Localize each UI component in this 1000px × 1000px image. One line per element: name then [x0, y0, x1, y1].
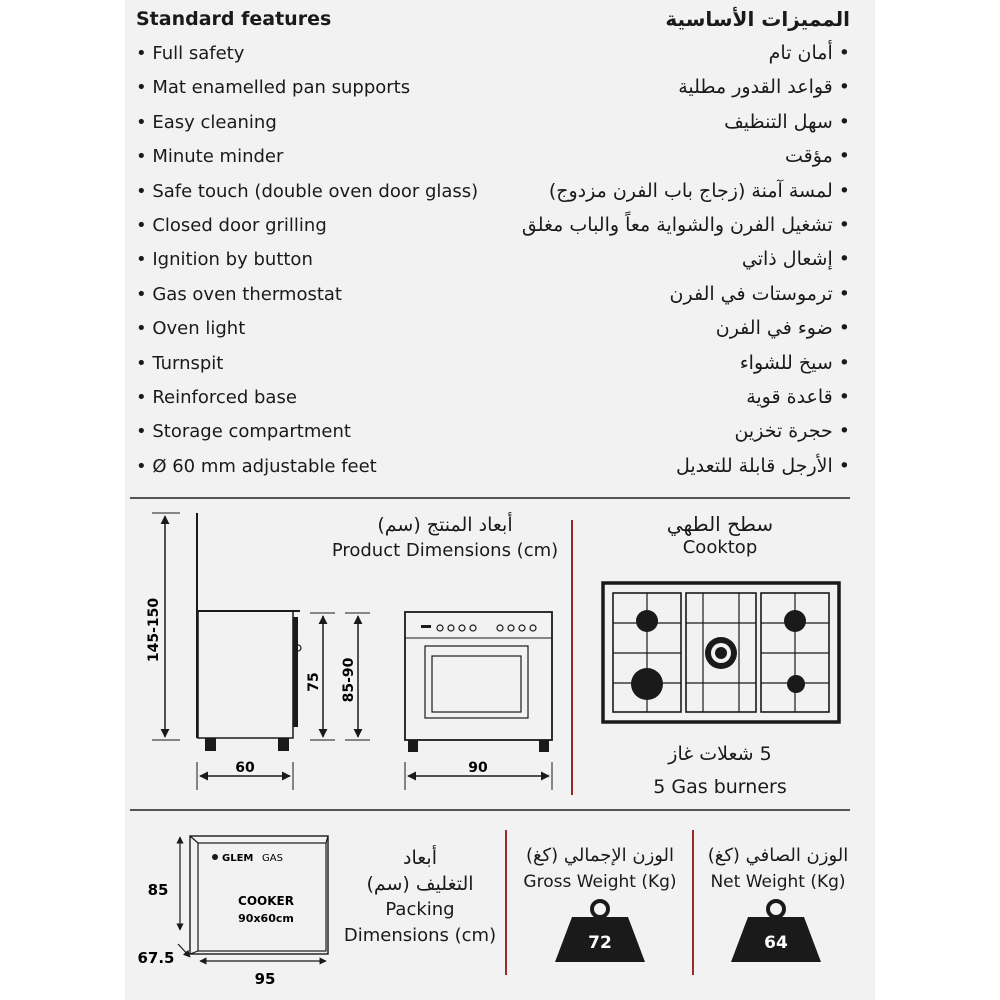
- burner-small-right: [784, 610, 806, 632]
- feature-item-ar: • ترموستات في الفرن: [669, 283, 850, 305]
- feature-item-en: • Closed door grilling: [136, 215, 327, 236]
- feature-item-ar: • لمسة آمنة (زجاج باب الفرن مزدوج): [548, 180, 850, 202]
- burner-tiny-right: [787, 675, 805, 693]
- feature-item-en: • Minute minder: [136, 146, 284, 167]
- feature-item-en: • Gas oven thermostat: [136, 284, 342, 305]
- cooktop-drawing: [603, 583, 839, 722]
- packing-title-ar-2: التغليف (سم): [366, 873, 474, 895]
- packing-title-en-1: Packing: [385, 899, 455, 920]
- packing-depth-dimension: [178, 944, 190, 957]
- box-brand-bold: GLEM: [222, 853, 254, 864]
- feature-item-ar: • إشعال ذاتي: [741, 248, 850, 270]
- gross-weight-title-en: Gross Weight (Kg): [523, 872, 677, 892]
- width-value: 90: [468, 760, 488, 776]
- features-title-ar: المميزات الأساسية: [665, 7, 850, 31]
- feature-item-ar: • سهل التنظيف: [724, 111, 850, 133]
- feature-item-ar: • تشغيل الفرن والشواية معاً والباب مغلق: [521, 214, 850, 236]
- gross-weight-title-ar: الوزن الإجمالي (كغ): [525, 845, 675, 866]
- depth-value: 60: [235, 760, 255, 776]
- feature-item-en: • Easy cleaning: [136, 112, 277, 133]
- cooktop-title-en: Cooktop: [682, 537, 758, 558]
- total-height-value: 145-150: [146, 597, 162, 663]
- packing-width-value: 95: [254, 970, 276, 988]
- feature-item-en: • Ignition by button: [136, 249, 313, 270]
- box-size: 90x60cm: [238, 912, 294, 925]
- gross-weight-value: 72: [588, 933, 612, 953]
- feature-item-en: • Mat enamelled pan supports: [136, 77, 411, 98]
- section-divider: [130, 809, 850, 811]
- feature-item-en: • Safe touch (double oven door glass): [136, 181, 479, 202]
- feature-item-en: • Storage compartment: [136, 421, 351, 442]
- box-brand-light: GAS: [262, 853, 283, 864]
- feature-item-ar: • قاعدة قوية: [746, 386, 850, 408]
- net-weight-value: 64: [764, 933, 788, 953]
- side-view-drawing: [197, 513, 301, 751]
- feature-item-ar: • أمان تام: [768, 42, 850, 64]
- cooktop-title-ar: سطح الطهي: [666, 512, 774, 536]
- front-view-drawing: [405, 612, 552, 752]
- burners-count-en: 5 Gas burners: [653, 776, 787, 798]
- features-title-en: Standard features: [136, 8, 332, 30]
- feature-item-en: • Turnspit: [136, 353, 224, 374]
- burner-small-left: [636, 610, 658, 632]
- packing-depth-value: 67.5: [137, 949, 175, 967]
- feature-item-en: • Reinforced base: [136, 387, 297, 408]
- feature-item-en: • Ø 60 mm adjustable feet: [136, 456, 377, 477]
- packing-title-en-2: Dimensions (cm): [343, 925, 497, 946]
- product-dimensions-title-en: Product Dimensions (cm): [331, 540, 559, 561]
- feature-item-ar: • حجرة تخزين: [734, 420, 850, 442]
- feature-item-ar: • قواعد القدور مطلية: [678, 76, 850, 98]
- feature-item-ar: • مؤقت: [785, 145, 850, 167]
- feature-item-ar: • سيخ للشواء: [739, 352, 850, 374]
- feature-item-ar: • ضوء في الفرن: [715, 317, 850, 339]
- feature-item-en: • Oven light: [136, 318, 246, 339]
- product-dimensions-title-ar: أبعاد المنتج (سم): [377, 514, 513, 536]
- burner-large-left: [631, 668, 663, 700]
- feature-item-en: • Full safety: [136, 43, 245, 64]
- net-weight-title-ar: الوزن الصافي (كغ): [707, 845, 849, 866]
- packing-title-ar-1: أبعاد: [403, 847, 437, 869]
- cooktop-height-value: 85-90: [341, 657, 357, 703]
- body-height-value: 75: [306, 672, 322, 692]
- packing-height-value: 85: [147, 881, 169, 899]
- feature-item-ar: • الأرجل قابلة للتعديل: [675, 455, 850, 477]
- box-product: COOKER: [238, 894, 294, 908]
- net-weight-title-en: Net Weight (Kg): [710, 872, 846, 892]
- burners-count-ar: 5 شعلات غاز: [668, 743, 772, 765]
